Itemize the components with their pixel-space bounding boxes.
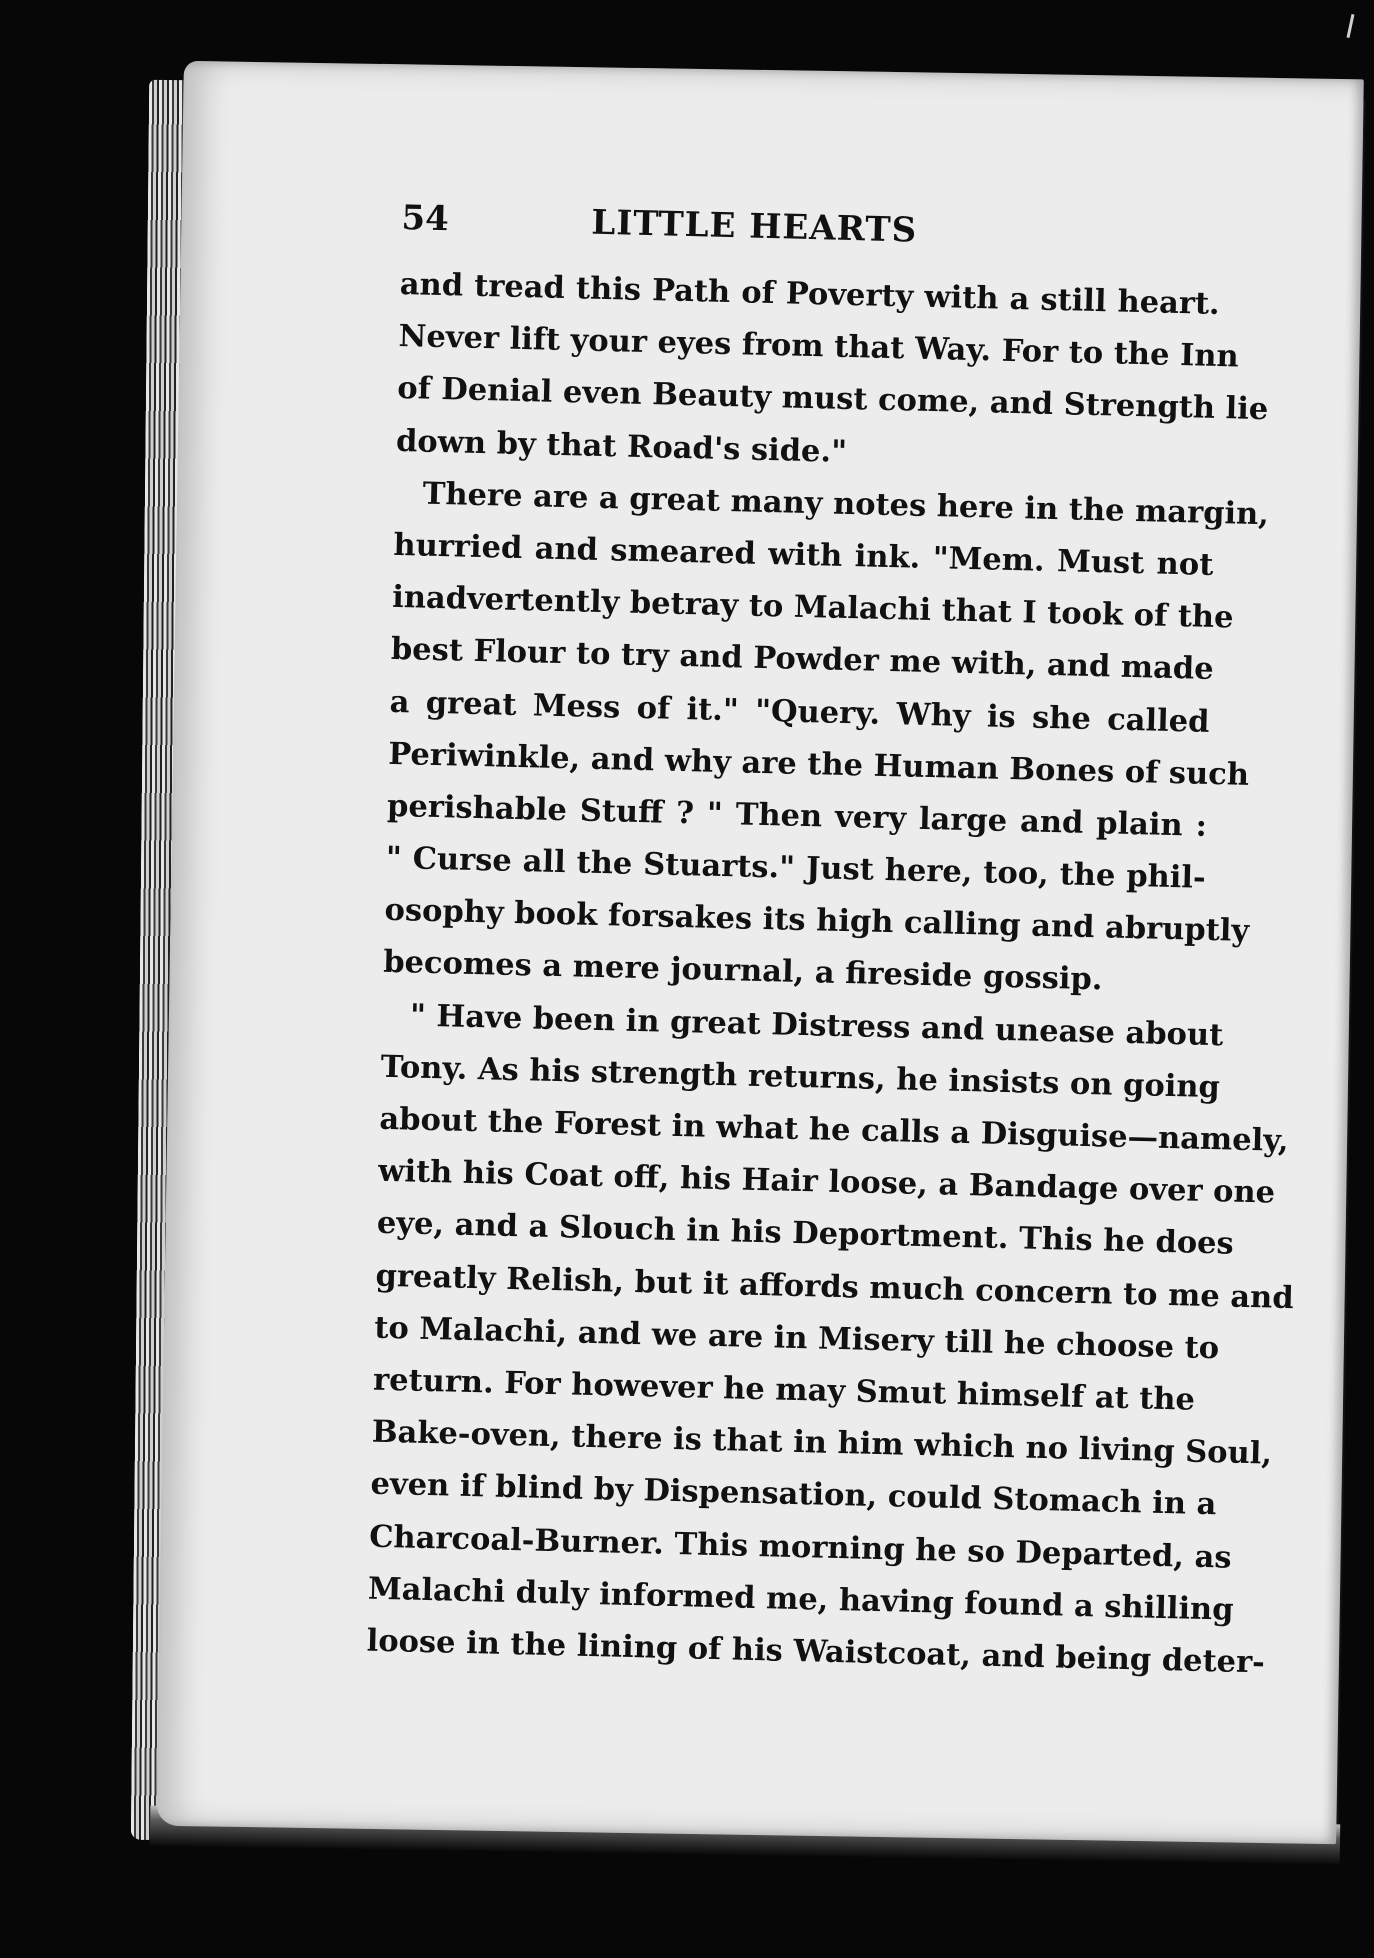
text-line: Never lift your eyes from that Way. For to the Inn <box>398 318 1240 375</box>
text-line: Charcoal-Burner. This morning he so Departed, as <box>368 1518 1232 1576</box>
text-line: osophy book forsakes its high calling and abruptly <box>384 892 1250 950</box>
text-line: eye, and a Slouch in his Deportment. This he does <box>376 1205 1235 1263</box>
text-line: greatly Relish, but it affords much concern to me and <box>375 1257 1295 1316</box>
text-line: about the Forest in what he calls a Disguise—namely, <box>379 1100 1290 1159</box>
text-line: Tony. As his strength returns, he insists on going <box>380 1048 1221 1106</box>
page-number: 54 <box>401 198 450 240</box>
text-line: and tread this Path of Poverty with a still heart. <box>399 265 1221 323</box>
running-title: LITTLE HEARTS <box>590 202 918 251</box>
text-line: loose in the lining of his Waistcoat, and being deter- <box>366 1622 1266 1681</box>
text-line: to Malachi, and we are in Misery till he choose to <box>373 1309 1220 1367</box>
scan-artifact-mark <box>1347 14 1355 38</box>
text-line: " Have been in great Distress and unease about <box>409 997 1224 1053</box>
text-line: return. For however he may Smut himself at the <box>372 1361 1196 1418</box>
text-line: becomes a mere journal, a fireside gossip. <box>382 944 1103 998</box>
text-line: hurried and smeared with ink. "Mem. Must not <box>393 526 1214 583</box>
text-line: perishable Stuff ? " Then very large and plain : <box>386 787 1208 844</box>
text-line: a great Mess of it." "Query. Why is she called <box>389 683 1210 740</box>
text-line: even if blind by Dispensation, could Stomach in a <box>370 1465 1217 1523</box>
text-line: Bake-oven, there is that in him which no living Soul, <box>371 1413 1273 1472</box>
text-line: There are a great many notes here in the margin, <box>422 475 1270 533</box>
text-line: Malachi duly informed me, having found a shilling <box>367 1570 1234 1628</box>
text-line: with his Coat off, his Hair loose, a Bandage over one <box>377 1152 1276 1211</box>
text-line: Periwinkle, and why are the Human Bones of such <box>387 735 1250 793</box>
text-line: best Flour to try and Powder me with, and made <box>390 631 1215 688</box>
text-line: inadvertently betray to Malachi that I took of the <box>391 579 1234 636</box>
page-text-block <box>366 198 1295 1687</box>
text-line: of Denial even Beauty must come, and Strength lie <box>396 370 1269 428</box>
text-line: down by that Road's side." <box>395 422 848 470</box>
text-line: " Curse all the Stuarts." Just here, too, the phil- <box>385 839 1207 896</box>
